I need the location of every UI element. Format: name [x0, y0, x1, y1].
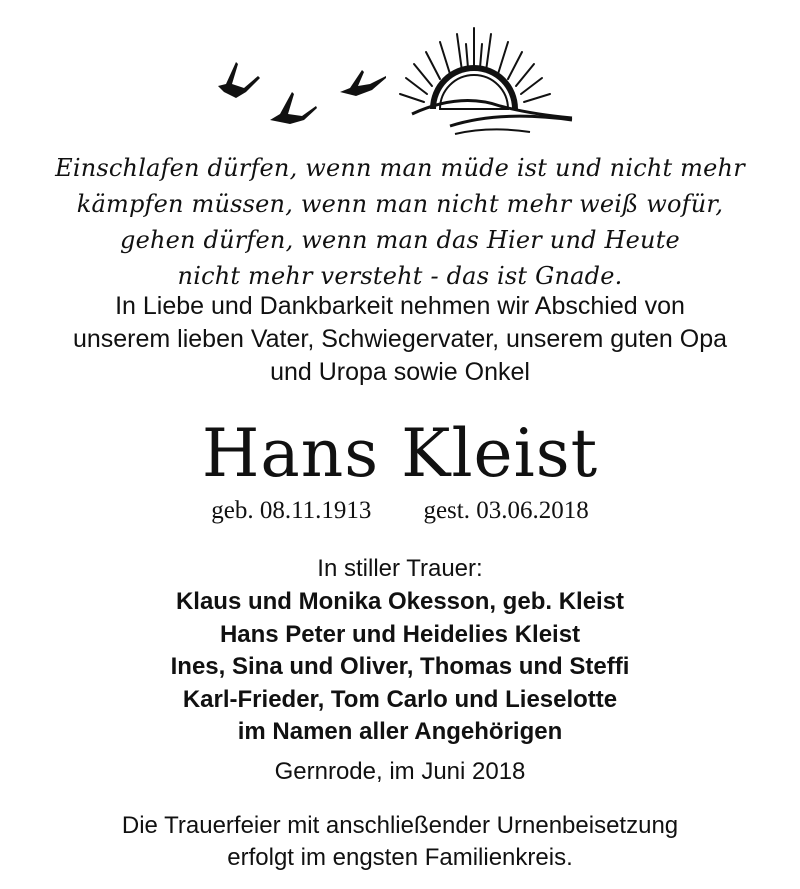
intro-line: In Liebe und Dankbarkeit nehmen wir Abschied von — [115, 292, 685, 320]
poem-line: Einschlafen dürfen, wenn man müde ist und nicht mehr — [55, 154, 745, 182]
poem-line: gehen dürfen, wenn man das Hier und Heute — [120, 226, 680, 254]
mourner-line: Ines, Sina und Oliver, Thomas und Steffi — [170, 653, 630, 680]
birth-date: geb. 08.11.1913 — [211, 497, 372, 524]
poem-line: nicht mehr versteht - das ist Gnade. — [177, 262, 623, 290]
mourner-line: Klaus und Monika Okesson, geb. Kleist — [175, 588, 625, 615]
note-line: erfolgt im engsten Familienkreis. — [227, 844, 573, 871]
mourner-line: im Namen aller Angehörigen — [237, 718, 563, 745]
funeral-note — [0, 810, 800, 874]
mourners-list — [0, 586, 800, 749]
place-and-date: Gernrode, im Juni 2018 — [274, 758, 526, 785]
mourner-line: Karl-Frieder, Tom Carlo und Lieselotte — [182, 685, 618, 713]
poem — [0, 150, 800, 294]
intro-text — [0, 290, 800, 389]
intro-line: und Uropa sowie Onkel — [270, 358, 530, 386]
note-line: Die Trauerfeier mit anschließender Urnenbeisetzung — [121, 812, 679, 839]
poem-line: kämpfen müssen, wenn man nicht mehr weiß wofür, — [76, 190, 724, 218]
deceased-name: Hans Kleist — [201, 415, 599, 492]
life-dates — [0, 496, 800, 526]
birds-and-sunset-icon — [200, 14, 590, 144]
intro-line: unserem lieben Vater, Schwiegervater, unserem guten Opa — [72, 325, 728, 353]
mourner-line: Hans Peter und Heidelies Kleist — [219, 620, 581, 648]
death-date: gest. 03.06.2018 — [423, 497, 589, 524]
mourning-label: In stiller Trauer: — [317, 555, 483, 582]
